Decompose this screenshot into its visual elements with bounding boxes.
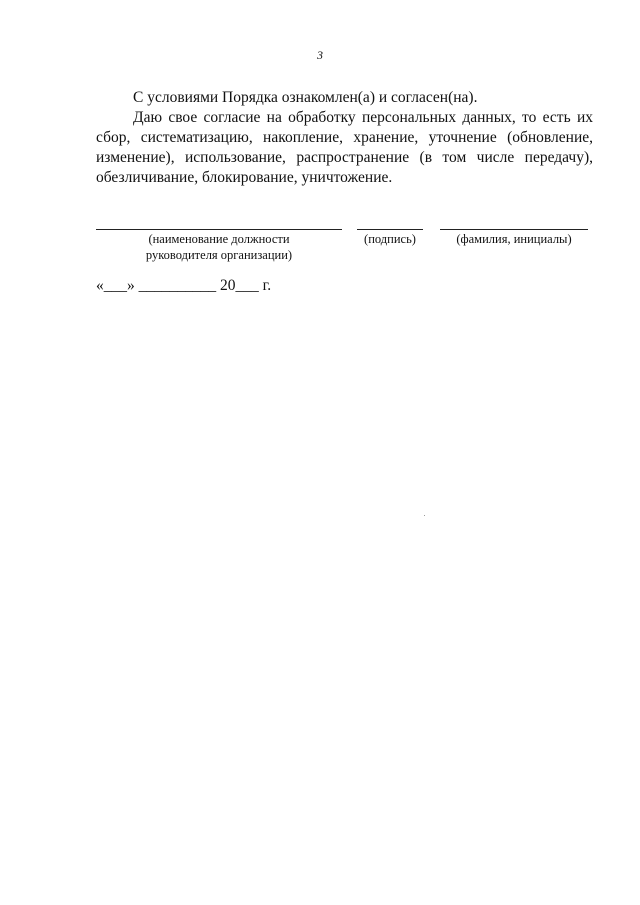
consent-paragraph: Даю свое согласие на обработку персональных данных, то есть их сбор, систематизацию, накопление, хранение, уточнение (обновление, изменение), использование, распространение (в том числе передачу), обезличивание, блокирование, уничтожение. xyxy=(96,109,593,186)
position-caption xyxy=(96,231,342,263)
name-caption: (фамилия, инициалы) xyxy=(456,232,572,246)
position-signature-line xyxy=(96,229,342,230)
signature-line xyxy=(357,229,423,230)
name-line xyxy=(440,229,588,230)
position-caption-line-2: руководителя организации) xyxy=(145,248,293,262)
page-number: 3 xyxy=(317,48,323,62)
date-line: «___» __________ 20___ г. xyxy=(96,277,272,294)
scan-speck xyxy=(424,515,425,516)
signature-caption: (подпись) xyxy=(364,232,416,246)
position-caption-line-1: (наименование должности xyxy=(148,232,290,246)
acknowledgement-paragraph: С условиями Порядка ознакомлен(а) и согласен(на). xyxy=(133,89,478,106)
